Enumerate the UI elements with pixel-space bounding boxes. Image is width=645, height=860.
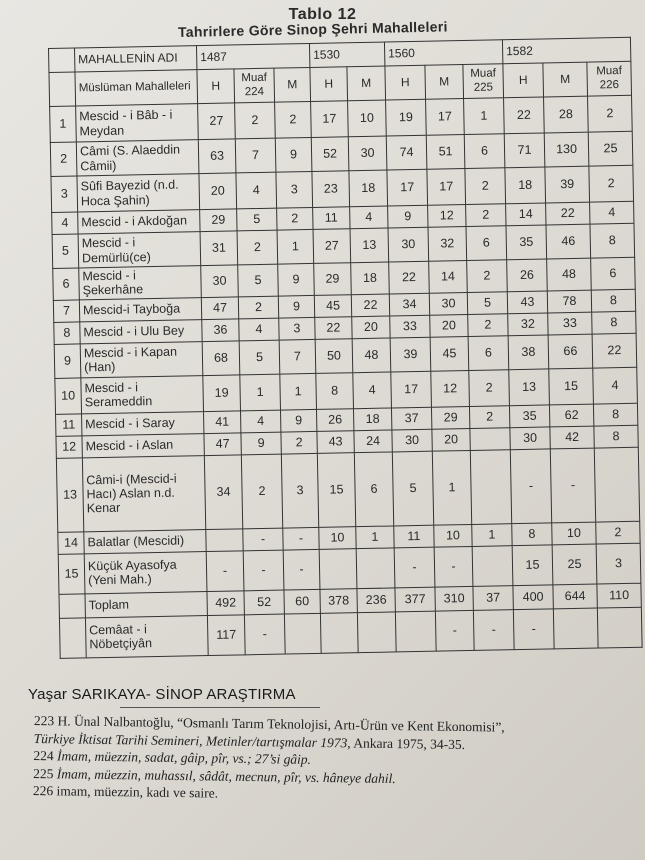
- footnote-number: 226: [32, 782, 54, 799]
- row-number: 5: [52, 234, 79, 268]
- row-value-cell: 25: [552, 544, 597, 585]
- header-year-1530: 1530: [309, 42, 384, 67]
- row-value-cell: 28: [544, 96, 589, 133]
- row-value-cell: [470, 427, 510, 450]
- row-value-cell: 23: [312, 171, 350, 208]
- row-value-cell: 1: [280, 373, 317, 410]
- row-value-cell: 8: [316, 372, 354, 409]
- row-value-cell: 35: [506, 225, 547, 260]
- row-value-cell: 18: [505, 167, 546, 204]
- table-row: [56, 447, 639, 532]
- row-mahalle-name: Câmi-i (Mescid-i Hacı) Aslan n.d. Kenar: [82, 455, 205, 531]
- row-value-cell: -: [434, 546, 473, 587]
- row-value-cell: 2: [589, 165, 634, 202]
- row-value-cell: 15: [549, 368, 594, 405]
- row-value-cell: 29: [200, 209, 237, 232]
- row-value-cell: 32: [508, 313, 548, 336]
- row-value-cell: 2: [237, 230, 278, 265]
- row-value-cell: 52: [311, 137, 349, 172]
- header-h-1487: H: [197, 69, 235, 104]
- row-value-cell: 8: [590, 223, 635, 258]
- row-mahalle-name: Mescid - i Kapan (Han): [80, 341, 203, 377]
- row-value-cell: -: [394, 547, 435, 588]
- row-value-cell: 2: [277, 207, 313, 230]
- row-value-cell: [395, 611, 436, 652]
- row-mahalle-name: Mescid - i Serameddin: [81, 375, 204, 413]
- row-value-cell: -: [510, 449, 551, 524]
- row-value-cell: 377: [395, 587, 435, 612]
- row-number: 6: [53, 268, 80, 300]
- row-value-cell: 492: [207, 591, 244, 616]
- row-value-cell: -: [550, 448, 595, 523]
- row-value-cell: 15: [512, 545, 553, 586]
- row-value-cell: 9: [388, 205, 428, 228]
- row-value-cell: 38: [508, 335, 549, 370]
- header-corner: [49, 48, 75, 72]
- row-value-cell: 30: [348, 136, 387, 171]
- row-value-cell: 130: [544, 132, 589, 167]
- row-value-cell: 3: [276, 171, 313, 208]
- row-value-cell: [320, 612, 358, 653]
- row-value-cell: 5: [238, 264, 279, 297]
- row-mahalle-name: Câmi (S. Alaeddin Câmii): [76, 140, 199, 176]
- row-value-cell: 1: [472, 523, 512, 546]
- row-value-cell: 30: [392, 429, 432, 452]
- row-value-cell: 52: [244, 590, 284, 615]
- row-value-cell: -: [513, 609, 554, 650]
- row-value-cell: 6: [354, 452, 393, 527]
- row-value-cell: 5: [237, 208, 277, 231]
- header-musluman: Müslüman Mahalleleri: [75, 70, 198, 106]
- row-number: [59, 594, 85, 618]
- header-m-1530: M: [347, 66, 386, 101]
- row-value-cell: 22: [546, 202, 590, 225]
- row-value-cell: 1: [464, 98, 505, 135]
- row-value-cell: 2: [596, 521, 640, 544]
- row-mahalle-name: Sûfi Bayezid (n.d. Hoca Şahin): [77, 174, 200, 212]
- row-value-cell: 4: [240, 410, 280, 433]
- row-value-cell: [357, 612, 396, 653]
- neighborhood-table: [48, 37, 643, 659]
- row-value-cell: 9: [280, 409, 316, 432]
- header-year-1560: 1560: [384, 40, 502, 66]
- row-number: 3: [51, 176, 78, 212]
- footnote-text: Ankara 1975, 34-35.: [350, 734, 466, 752]
- row-value-cell: -: [243, 528, 283, 551]
- row-value-cell: 47: [201, 297, 238, 320]
- header-muaf-226: Muaf 226: [587, 61, 632, 96]
- row-value-cell: 400: [513, 585, 553, 610]
- row-value-cell: 17: [311, 101, 349, 138]
- row-value-cell: 13: [509, 369, 550, 406]
- row-value-cell: -: [473, 609, 514, 650]
- row-value-cell: 4: [593, 367, 638, 404]
- row-value-cell: 1: [277, 229, 314, 264]
- footnotes: [33, 712, 634, 808]
- row-number: 7: [53, 300, 79, 322]
- row-value-cell: 117: [207, 615, 245, 656]
- row-value-cell: 4: [350, 206, 388, 229]
- row-value-cell: 8: [592, 311, 636, 334]
- footnote-text-italic: Türkiye İktisat Tarihi Semineri, Metinler/tartışmalar 1973,: [33, 730, 351, 750]
- row-mahalle-name: Mescid - i Akdoğan: [78, 210, 200, 234]
- header-year-1487: 1487: [196, 43, 309, 69]
- row-value-cell: 36: [202, 319, 239, 342]
- row-mahalle-name: Mescid - i Saray: [82, 411, 204, 435]
- row-value-cell: 2: [235, 102, 276, 139]
- watermark-underline: [120, 707, 320, 708]
- row-value-cell: 66: [548, 334, 593, 369]
- header-muaf-224: Muaf 224: [234, 68, 275, 103]
- row-value-cell: 1: [240, 374, 281, 411]
- table-number: Tablo 12: [288, 6, 357, 23]
- row-value-cell: 71: [504, 133, 545, 168]
- row-value-cell: -: [435, 610, 474, 651]
- row-value-cell: 6: [464, 134, 505, 169]
- row-value-cell: 18: [351, 262, 390, 294]
- row-value-cell: 9: [241, 432, 281, 455]
- row-value-cell: 15: [317, 452, 355, 527]
- row-mahalle-name: Toplam: [85, 591, 207, 617]
- row-value-cell: 8: [591, 289, 635, 312]
- row-value-cell: 5: [239, 340, 280, 375]
- row-value-cell: [553, 608, 598, 649]
- row-value-cell: -: [206, 551, 244, 592]
- row-value-cell: 68: [202, 341, 240, 376]
- row-number: 4: [52, 212, 78, 234]
- row-value-cell: 33: [548, 312, 592, 335]
- row-value-cell: -: [244, 614, 285, 655]
- row-value-cell: 2: [465, 168, 506, 205]
- row-value-cell: 20: [430, 314, 468, 337]
- row-value-cell: 37: [473, 585, 513, 610]
- row-value-cell: 9: [278, 295, 314, 318]
- row-number: 12: [56, 436, 82, 458]
- row-value-cell: 45: [430, 336, 469, 371]
- header-m-1560: M: [425, 65, 464, 100]
- row-value-cell: 10: [319, 526, 356, 549]
- row-value-cell: 43: [317, 430, 354, 453]
- row-value-cell: 24: [354, 430, 392, 453]
- header-year-1582: 1582: [502, 37, 630, 63]
- footnote-text: İmam, müezzin, muhassıl, sâdât, mecnun, pîr, vs. hâneye dahil.: [56, 765, 396, 786]
- header-muaf-225: Muaf 225: [463, 64, 504, 99]
- row-mahalle-name: Mescid - i Ulu Bey: [80, 319, 202, 343]
- row-value-cell: 32: [428, 227, 467, 262]
- row-value-cell: 4: [590, 201, 634, 224]
- row-value-cell: 13: [350, 228, 389, 263]
- row-value-cell: 37: [391, 407, 431, 430]
- row-value-cell: 2: [281, 431, 317, 454]
- row-value-cell: 22: [592, 333, 637, 368]
- footnote-text: H. Ünal Nalbantoğlu, “Osmanlı Tarım Teknolojisi, Artı-Ürün ve Kent Ekonomisi”,: [57, 713, 505, 735]
- row-value-cell: 17: [387, 169, 428, 206]
- row-value-cell: 20: [199, 173, 237, 210]
- row-value-cell: 10: [434, 524, 472, 547]
- row-value-cell: 35: [509, 405, 549, 428]
- row-value-cell: 34: [389, 293, 429, 316]
- row-value-cell: 22: [351, 294, 389, 317]
- row-value-cell: 2: [275, 101, 312, 138]
- table-title: Tahrirlere Göre Sinop Şehri Mahalleleri: [177, 18, 448, 40]
- header-h-1530: H: [310, 67, 348, 102]
- row-value-cell: 29: [314, 263, 352, 295]
- row-mahalle-name: Cemâat - i Nöbetçiyân: [85, 615, 208, 657]
- row-value-cell: -: [283, 527, 319, 550]
- row-value-cell: 41: [204, 411, 241, 434]
- row-value-cell: 4: [353, 372, 392, 409]
- row-value-cell: 8: [594, 425, 638, 448]
- row-number: [59, 618, 86, 658]
- row-value-cell: [597, 607, 642, 648]
- row-value-cell: 644: [553, 584, 597, 609]
- row-value-cell: [472, 545, 513, 586]
- row-value-cell: 5: [467, 291, 507, 314]
- row-value-cell: 2: [241, 454, 282, 529]
- row-value-cell: 17: [426, 99, 465, 136]
- row-value-cell: 33: [390, 315, 430, 338]
- row-value-cell: 19: [203, 375, 241, 412]
- header-no-blank: [49, 72, 76, 106]
- row-value-cell: 22: [504, 97, 545, 134]
- row-value-cell: 1: [432, 450, 471, 525]
- row-mahalle-name: Mescid-i Tayboğa: [79, 297, 201, 321]
- row-value-cell: 30: [510, 427, 550, 450]
- row-value-cell: 26: [507, 259, 548, 292]
- row-value-cell: 31: [200, 231, 238, 266]
- row-value-cell: [319, 548, 357, 589]
- row-number: 1: [50, 106, 77, 142]
- row-value-cell: 9: [278, 263, 315, 295]
- row-mahalle-name: Mescid - i Demürlü(ce): [78, 232, 201, 268]
- row-value-cell: 378: [320, 588, 357, 613]
- row-value-cell: 4: [239, 318, 279, 341]
- row-value-cell: 8: [593, 403, 637, 426]
- row-value-cell: 3: [596, 543, 641, 584]
- row-value-cell: 6: [591, 257, 636, 290]
- row-value-cell: 11: [394, 525, 434, 548]
- row-value-cell: 22: [389, 261, 430, 294]
- row-value-cell: 48: [352, 338, 391, 373]
- row-value-cell: 9: [275, 137, 312, 172]
- row-number: 9: [54, 344, 81, 378]
- row-value-cell: 3: [281, 453, 318, 528]
- row-value-cell: 22: [315, 316, 352, 339]
- row-number: 10: [55, 378, 82, 414]
- row-value-cell: 14: [429, 261, 468, 293]
- row-value-cell: 2: [469, 369, 510, 406]
- row-value-cell: 10: [348, 100, 387, 137]
- row-value-cell: 39: [545, 166, 590, 203]
- row-value-cell: 19: [386, 99, 427, 136]
- row-value-cell: 3: [279, 317, 315, 340]
- footnote-text: İmam, müezzin, sadat, gâip, pîr, vs.; 27’si gâip.: [56, 748, 312, 767]
- row-value-cell: 50: [315, 338, 353, 373]
- row-value-cell: 27: [198, 103, 236, 140]
- row-value-cell: 4: [236, 172, 277, 209]
- row-value-cell: [284, 613, 321, 654]
- row-value-cell: 62: [549, 404, 593, 427]
- row-value-cell: 2: [588, 95, 633, 132]
- row-number: 14: [58, 532, 84, 554]
- row-value-cell: 2: [466, 204, 506, 227]
- row-value-cell: 17: [427, 169, 466, 206]
- row-value-cell: -: [283, 549, 320, 590]
- row-value-cell: 60: [284, 589, 320, 614]
- row-value-cell: 2: [468, 313, 508, 336]
- row-number: 8: [54, 322, 80, 344]
- header-m-1487: M: [274, 67, 311, 102]
- row-value-cell: 30: [429, 292, 467, 315]
- row-value-cell: [206, 529, 243, 552]
- row-value-cell: [594, 447, 639, 522]
- row-value-cell: 7: [279, 339, 316, 374]
- row-value-cell: 12: [431, 370, 470, 407]
- row-value-cell: 74: [386, 135, 427, 170]
- row-value-cell: 45: [314, 294, 351, 317]
- watermark-text: Yaşar SARIKAYA- SİNOP ARAŞTIRMA: [28, 686, 296, 703]
- row-mahalle-name: Mescid - i Aslan: [82, 433, 204, 457]
- row-value-cell: 42: [550, 426, 594, 449]
- row-value-cell: 46: [546, 224, 591, 259]
- row-value-cell: 6: [466, 226, 507, 261]
- row-value-cell: 8: [512, 523, 552, 546]
- row-value-cell: 12: [428, 205, 466, 228]
- row-value-cell: 6: [468, 335, 509, 370]
- row-value-cell: 48: [547, 258, 592, 291]
- row-value-cell: 14: [506, 203, 546, 226]
- row-value-cell: 25: [588, 131, 633, 166]
- row-value-cell: 30: [388, 227, 429, 262]
- row-value-cell: 18: [353, 408, 391, 431]
- row-value-cell: 310: [435, 586, 473, 611]
- header-h-1582: H: [503, 63, 544, 98]
- row-value-cell: 78: [547, 290, 591, 313]
- row-value-cell: 110: [597, 583, 641, 608]
- row-value-cell: 10: [552, 522, 596, 545]
- row-value-cell: 2: [467, 260, 508, 293]
- row-value-cell: 2: [469, 405, 509, 428]
- footnote-text: imam, müezzin, kadı ve saire.: [56, 783, 219, 801]
- row-value-cell: 1: [356, 526, 394, 549]
- row-value-cell: 20: [352, 316, 390, 339]
- row-number: 2: [50, 142, 77, 176]
- row-value-cell: 7: [235, 138, 276, 173]
- row-mahalle-name: Balatlar (Mescidi): [84, 529, 206, 553]
- row-number: 15: [58, 554, 85, 594]
- row-mahalle-name: Küçük Ayasofya (Yeni Mah.): [84, 551, 207, 593]
- row-value-cell: 26: [316, 408, 353, 431]
- row-value-cell: 11: [313, 207, 350, 230]
- row-value-cell: 47: [204, 433, 241, 456]
- row-value-cell: 30: [201, 265, 239, 297]
- row-value-cell: 51: [426, 135, 465, 170]
- row-value-cell: 29: [431, 406, 469, 429]
- row-value-cell: 5: [392, 451, 433, 526]
- row-number: 13: [56, 458, 83, 532]
- row-value-cell: -: [243, 550, 284, 591]
- row-value-cell: 17: [391, 371, 432, 408]
- table-wrapper: [48, 37, 642, 659]
- row-value-cell: 20: [432, 428, 470, 451]
- row-value-cell: 27: [313, 229, 351, 264]
- row-value-cell: 2: [238, 296, 278, 319]
- footnote-number: 224: [33, 747, 54, 764]
- row-mahalle-name: Mescid - i Bâb - i Meydan: [76, 104, 199, 142]
- header-m-1582: M: [543, 62, 588, 97]
- footnote-number: 223: [33, 712, 55, 729]
- row-value-cell: 236: [357, 588, 395, 613]
- footnote-number: 225: [33, 765, 54, 781]
- row-value-cell: 18: [349, 170, 388, 207]
- row-number: 11: [56, 414, 82, 436]
- row-value-cell: 39: [390, 337, 431, 372]
- row-value-cell: 34: [204, 455, 242, 530]
- row-value-cell: 63: [198, 139, 236, 174]
- header-mahalle-adi: MAHALLENİN ADI: [75, 46, 197, 72]
- row-mahalle-name: Mescid - i Şekerhâne: [79, 266, 202, 300]
- row-value-cell: [356, 548, 395, 589]
- row-value-cell: [470, 449, 511, 524]
- header-h-1560: H: [385, 65, 426, 100]
- row-value-cell: 43: [507, 291, 547, 314]
